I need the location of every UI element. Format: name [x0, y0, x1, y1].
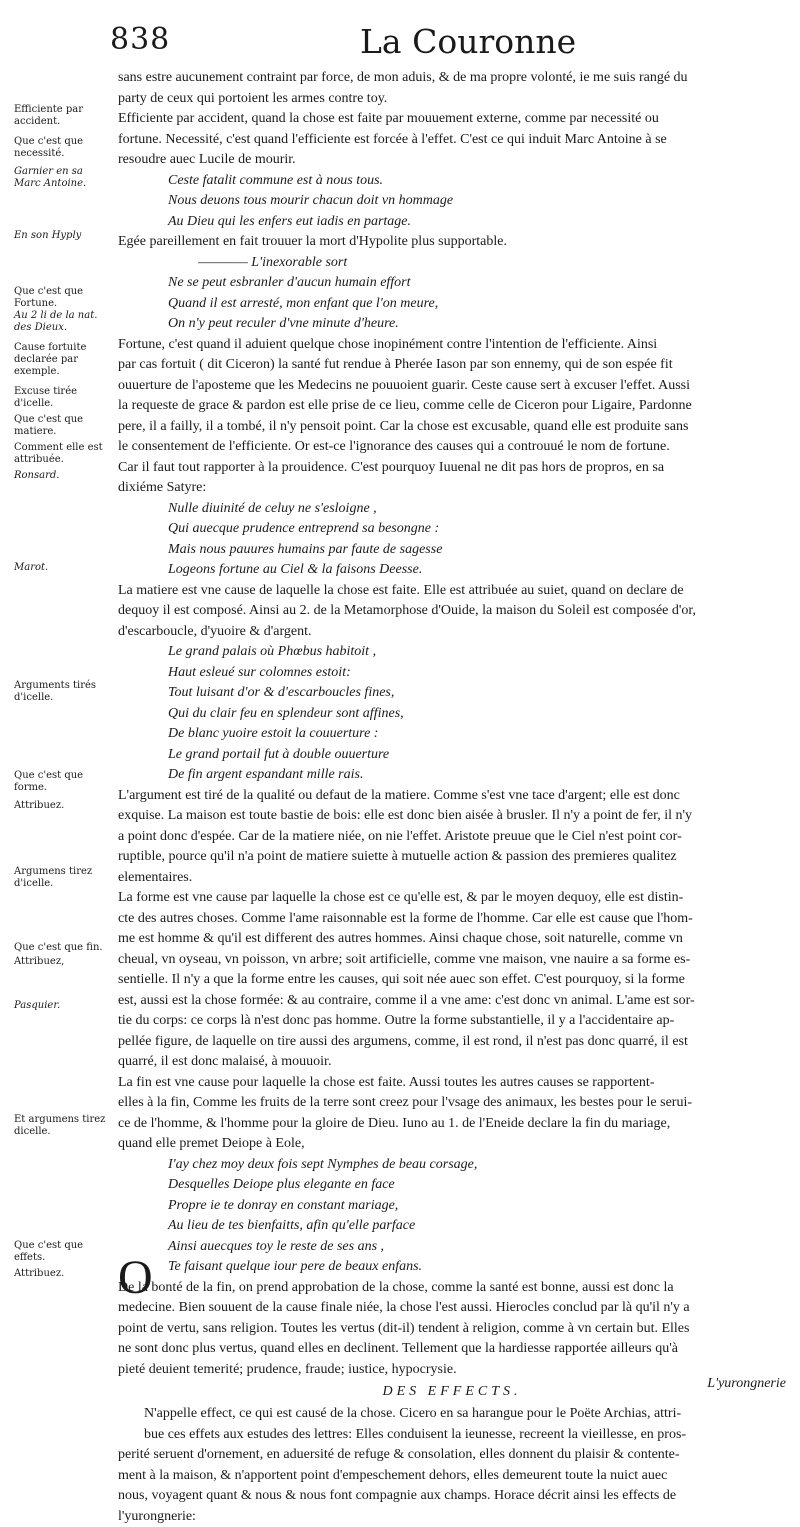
verse-line: Logeons fortune au Ciel & la faisons Deesse.	[118, 560, 786, 581]
text-line: par cas fortuit ( dit Ciceron) la santé fut rendue à Pherée Iason par son ennemy, qui de son espée fit	[118, 355, 786, 376]
page-header	[110, 22, 800, 68]
text-line: resoudre auec Lucile de mourir.	[118, 150, 786, 171]
text-line: cheual, vn oyseau, vn poisson, vn arbre; soit artificielle, comme vne maison, vne nauire a sa forme es-	[118, 950, 786, 971]
text-line: dixiéme Satyre:	[118, 478, 786, 499]
margin-note: Ronsard.	[14, 470, 110, 482]
text-line: est, aussi est la chose formée: & au contraire, comme il a vne ame: c'est donc vn animal. L'ame est sor-	[118, 991, 786, 1012]
text-line: medecine. Bien souuent de la cause finale niée, la chose l'est aussi. Hierocles conclud par là qu'il n'y a	[118, 1298, 786, 1319]
verse-line: Qui du clair feu en splendeur sont affines,	[118, 704, 786, 725]
text-line: pere, il a failly, il a tombé, il n'y pensoit point. Car la chose est excusable, quand elle est produite sans	[118, 417, 786, 438]
margin-note: Arguments tirés d'icelle.	[14, 680, 110, 704]
verse-line: Mais nous pauures humains par faute de sagesse	[118, 540, 786, 561]
verse-line: Te faisant quelque iour pere de beaux enfans.	[118, 1257, 786, 1278]
margin-note: Comment elle est attribuée.	[14, 442, 110, 466]
text-line: N'appelle effect, ce qui est causé de la chose. Cicero en sa harangue pour le Poëte Archias, attri-	[118, 1404, 786, 1425]
margin-note: Attribuez.	[14, 800, 110, 812]
margin-note: Au 2 li de la nat. des Dieux.	[14, 310, 110, 334]
margin-note: Attribuez.	[14, 1268, 110, 1280]
text-line: Fortune, c'est quand il aduient quelque chose inopinément contre l'intention de l'efficiente. Ainsi	[118, 335, 786, 356]
margin-note: Excuse tirée d'icelle.	[14, 386, 110, 410]
text-line: le consentement de l'efficiente. Or est-ce l'ignorance des causes qui a controuué le nom de fortune.	[118, 437, 786, 458]
text-line: ouuerture de l'aposteme que les Medecins ne pouuoient guarir. Ceste cause sert à excuser l'effet. Aussi	[118, 376, 786, 397]
text-line: pellée figure, de laquelle on tire aussi des argumens, comme, il est rond, il n'est pas donc quarré, il est	[118, 1032, 786, 1053]
text-line: d'escarboucle, d'yuoire & d'argent.	[118, 622, 786, 643]
margin-note: Garnier en sa Marc Antoine.	[14, 166, 110, 190]
verse-line: Au Dieu qui les enfers eut iadis en partage.	[118, 212, 786, 233]
text-line: bue ces effets aux estudes des lettres: Elles conduisent la ieunesse, recreent la vieillesse, en pros-	[118, 1425, 786, 1446]
drop-cap: O	[118, 1254, 153, 1302]
margin-note: Que c'est que necessité.	[14, 136, 110, 160]
text-line: Efficiente par accident, quand la chose est faite par mouuement externe, comme par necessité ou	[118, 109, 786, 130]
margin-notes	[14, 0, 110, 1409]
text-line: Egée pareillement en fait trouuer la mort d'Hypolite plus supportable.	[118, 232, 786, 253]
margin-note: Que c'est que matiere.	[14, 414, 110, 438]
verse-line: I'ay chez moy deux fois sept Nymphes de beau corsage,	[118, 1155, 786, 1176]
text-line: sans estre aucunement contraint par force, de mon aduis, & de ma propre volonté, ie me suis rangé du	[118, 68, 786, 89]
text-line: elles à la fin, Comme les fruits de la terre sont creez pour l'vsage des animaux, les bestes pour le serui-	[118, 1093, 786, 1114]
verse-line: On n'y peut reculer d'vne minute d'heure.	[118, 314, 786, 335]
text-line: ne sont donc plus vertus, quand elles en declinent. Tellement que la hardiesse rapportée ailleurs qu'à	[118, 1339, 786, 1360]
margin-note: Que c'est que forme.	[14, 770, 110, 794]
text-line: L'argument est tiré de la qualité ou defaut de la matiere. Comme s'est vne tace d'argent; elle est donc	[118, 786, 786, 807]
verse-line: Le grand portail fut à double ouuerture	[118, 745, 786, 766]
margin-note: En son Hyply	[14, 230, 110, 242]
text-line: Car il faut tout rapporter à la prouidence. C'est pourquoy Iuuenal ne dit pas hors de propros, en sa	[118, 458, 786, 479]
verse-line: Au lieu de tes bienfaitts, afin qu'elle parface	[118, 1216, 786, 1237]
text-line: ruptible, pource qu'il n'a point de matiere suiette à mutuelle action & passion des premieres qualitez	[118, 847, 786, 868]
text-line: a point donc d'espée. Car de la matiere niée, on nie l'effet. Aristote preuue que le Ciel n'est point cor-	[118, 827, 786, 848]
verse-line: Quand il est arresté, mon enfant que l'on meure,	[118, 294, 786, 315]
text-line: exquise. La maison est toute bastie de bois: elle est donc bien aisée à brusler. Il n'y a point de fer, il n'y	[118, 806, 786, 827]
text-line: fortune. Necessité, c'est quand l'efficiente est forcée à l'effet. C'est ce qui induit Marc Antoine à se	[118, 130, 786, 151]
margin-note: Que c'est que Fortune.	[14, 286, 110, 310]
verse-line: Tout luisant d'or & d'escarboucles fines,	[118, 683, 786, 704]
text-line: La matiere est vne cause de laquelle la chose est faite. Elle est attribuée au suiet, quand on declare de	[118, 581, 786, 602]
text-line: sentielle. Il n'y a que la forme entre les causes, qui soit née auec son effet. C'est pourquoy, si la forme	[118, 970, 786, 991]
verse-line: De blanc yuoire estoit la couuerture :	[118, 724, 786, 745]
text-line: quand elle premet Deiope à Eole,	[118, 1134, 786, 1155]
verse-line: Qui auecque prudence entreprend sa besongne :	[118, 519, 786, 540]
margin-note: Et argumens tirez dicelle.	[14, 1114, 110, 1138]
verse-line: ———— L'inexorable sort	[118, 253, 786, 274]
text-line: elementaires.	[118, 868, 786, 889]
verse-line: Nous deuons tous mourir chacun doit vn hommage	[118, 191, 786, 212]
margin-note: Que c'est que effets.	[14, 1240, 110, 1264]
verse-line: Ainsi auecques toy le reste de ses ans ,	[118, 1237, 786, 1258]
margin-note: Pasquier.	[14, 1000, 110, 1012]
text-line: ce de l'homme, & l'homme pour la gloire de Dieu. Iuno au 1. de l'Eneide declare la fin du mariage,	[118, 1114, 786, 1135]
margin-note: Attribuez,	[14, 956, 110, 968]
verse-line: Le grand palais où Phœbus habitoit ,	[118, 642, 786, 663]
text-line: la requeste de grace & pardon est elle prise de ce lieu, comme celle de Ciceron pour Ligaire, Pardonne	[118, 396, 786, 417]
margin-note: Que c'est que fin.	[14, 942, 110, 954]
text-line: La forme est vne cause par laquelle la chose est ce qu'elle est, & par le moyen dequoy, elle est distin-	[118, 888, 786, 909]
text-line: pieté deuient temerité; prudence, fraude; iustice, hypocrysie.	[118, 1360, 786, 1381]
page-number: 838	[110, 22, 170, 57]
text-line: De la bonté de la fin, on prend approbation de la chose, comme la santé est bonne, aussi est donc la	[118, 1278, 786, 1299]
text-line: nous, voyagent quant & nous & nous font compagnie aux champs. Horace décrit ainsi les effects de	[118, 1486, 786, 1507]
text-line: tie du corps: ce corps là n'est donc pas homme. Outre la forme substantielle, il y a l'accidentaire ap-	[118, 1011, 786, 1032]
section-title: DES EFFECTS.	[118, 1380, 786, 1404]
verse-line: Ceste fatalit commune est à nous tous.	[118, 171, 786, 192]
text-line: l'yurongnerie:	[118, 1507, 786, 1527]
text-line: dequoy il est composé. Ainsi au 2. de la Metamorphose d'Ouide, la maison du Soleil est composée d'or,	[118, 601, 786, 622]
margin-note: Efficiente par accident.	[14, 104, 110, 128]
verse-line: Haut esleué sur colomnes estoit:	[118, 663, 786, 684]
margin-note: Cause fortuite declarée par exemple.	[14, 342, 110, 378]
text-line: cte des autres choses. Comme l'ame raisonnable est la forme de l'homme. Car elle est cause que l'hom-	[118, 909, 786, 930]
main-text	[118, 68, 786, 1527]
text-line: ment à la maison, & n'apportent point d'empeschement dehors, elles demeurent toute la nuict auec	[118, 1466, 786, 1487]
verse-line: Nulle diuinité de celuy ne s'esloigne ,	[118, 499, 786, 520]
text-line: me est homme & qu'il est different des autres hommes. Ainsi chaque chose, soit naturelle, comme vn	[118, 929, 786, 950]
verse-line: Propre ie te donray en constant mariage,	[118, 1196, 786, 1217]
verse-line: Desquelles Deiope plus elegante en face	[118, 1175, 786, 1196]
text-line: La fin est vne cause pour laquelle la chose est faite. Aussi toutes les autres causes se rapportent-	[118, 1073, 786, 1094]
text-line: point de vertu, sans religion. Toutes les vertus (dit-il) tendent à religion, comme à vn certain but. Elles	[118, 1319, 786, 1340]
margin-note: Argumens tirez d'icelle.	[14, 866, 110, 890]
text-line: perité seruent d'ornement, en aduersité de refuge & consolation, elles donnent du plaisir & contente-	[118, 1445, 786, 1466]
running-title: La Couronne	[360, 22, 576, 61]
text-line: quarré, il est donc malaisé, à mouuoir.	[118, 1052, 786, 1073]
verse-line: De fin argent espandant mille rais.	[118, 765, 786, 786]
verse-line: Ne se peut esbranler d'aucun humain effort	[118, 273, 786, 294]
catchword: L'yurongnerie	[707, 1376, 786, 1392]
margin-note: Marot.	[14, 562, 110, 574]
text-line: party de ceux qui portoient les armes contre toy.	[118, 89, 786, 110]
